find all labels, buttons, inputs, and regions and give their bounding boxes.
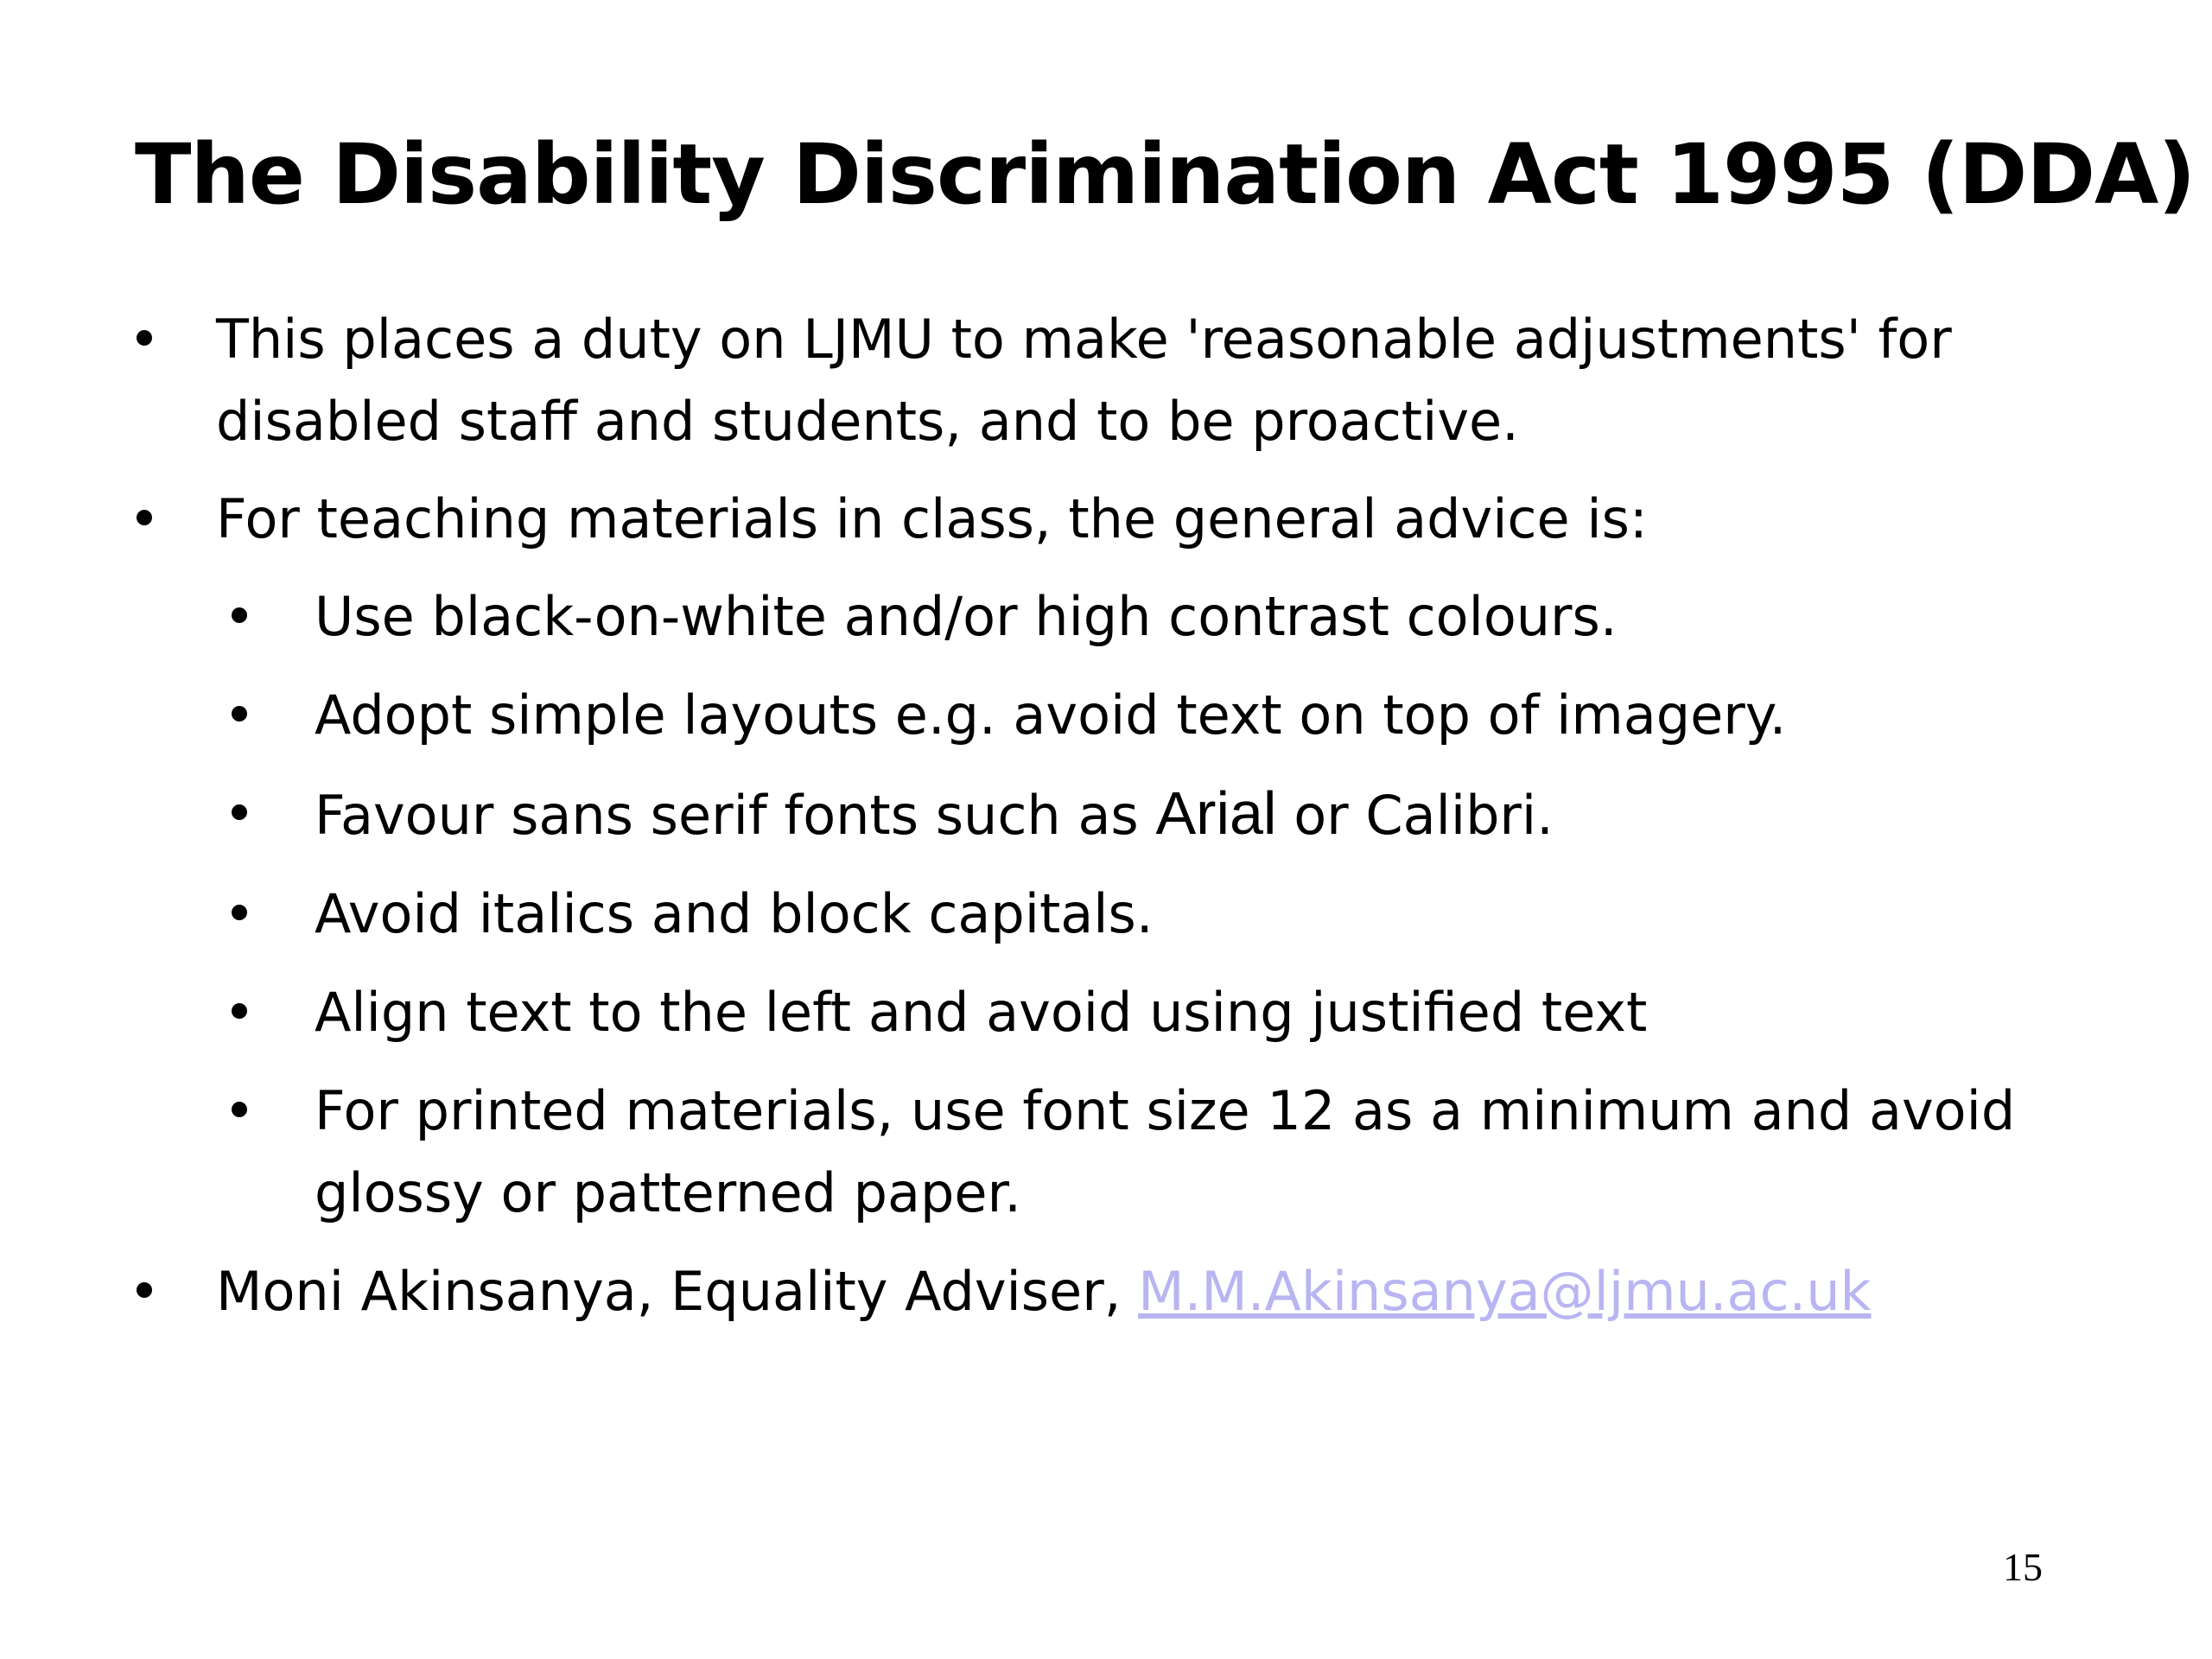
sub-bullet-text: Avoid italics and block capitals.	[315, 882, 1154, 945]
bullet-item-teaching-materials	[135, 478, 2088, 560]
bullet-icon	[137, 298, 188, 380]
email-link[interactable]: M.M.Akinsanya@ljmu.ac.uk	[1138, 1260, 1872, 1323]
sub-bullet-printed	[233, 1070, 2129, 1234]
bullet-text: For teaching materials in class, the general advice is:	[216, 487, 1648, 550]
bullet-icon	[232, 575, 283, 658]
bullet-icon	[232, 772, 283, 855]
page-number: 15	[2003, 1545, 2043, 1589]
contact-text: Moni Akinsanya, Equality Adviser,	[216, 1260, 1139, 1323]
bullet-item-duty	[135, 298, 2088, 462]
sub-bullet-text: Use black-on-white and/or high contrast colours.	[315, 585, 1618, 648]
bullet-item-contact	[135, 1250, 2088, 1332]
sub-bullet-contrast	[233, 575, 2129, 658]
bullet-icon	[232, 674, 283, 756]
bullet-text: This places a duty on LJMU to make 'reasonable adjustments' for disabled staff and students, and to be proactive.	[216, 308, 1952, 453]
sub-bullet-text: Align text to the left and avoid using justified text	[315, 981, 1648, 1044]
sub-bullet-italics	[233, 873, 2129, 955]
bullet-list	[135, 298, 2088, 1348]
bullet-icon	[137, 1250, 188, 1332]
sub-bullet-layouts	[233, 674, 2129, 756]
sub-bullet-text-before: Favour sans serif fonts such as	[315, 784, 1156, 847]
bullet-icon	[232, 971, 283, 1053]
slide-title: The Disability Discrimination Act 1995 (DDA)	[135, 126, 2196, 223]
bullet-icon	[232, 1070, 283, 1152]
sub-bullet-text-after: or Calibri.	[1276, 784, 1554, 847]
sub-bullet-text: Adopt simple layouts e.g. avoid text on top of imagery.	[315, 683, 1787, 747]
bullet-icon	[232, 873, 283, 955]
sub-bullet-text: For printed materials, use font size 12 as a minimum and avoid glossy or patterned paper.	[315, 1079, 2016, 1224]
bullet-icon	[137, 478, 188, 560]
sub-bullet-fonts	[233, 772, 2129, 856]
arial-word: Arial	[1155, 779, 1277, 847]
sub-bullet-alignment	[233, 971, 2129, 1053]
